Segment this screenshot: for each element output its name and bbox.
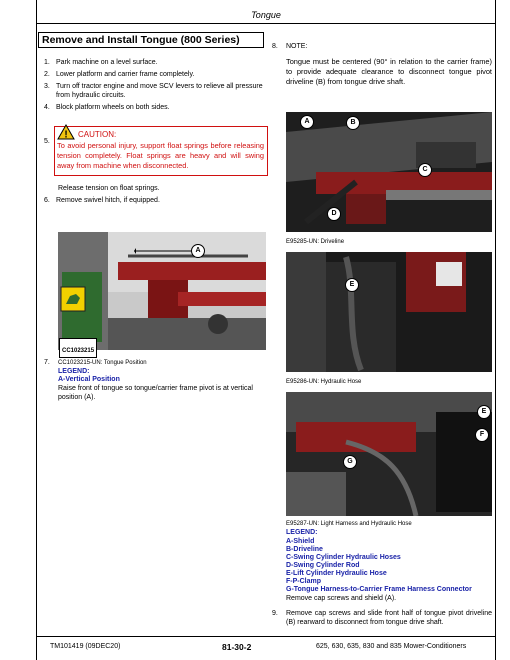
step-number: 9. [272,610,278,617]
page-header-title: Tongue [251,10,281,20]
step-text: Lower platform and carrier frame completely. [56,71,195,78]
caution-text: To avoid personal injury, support float springs before releasing tension completely. Float springs are heavy and will swing away from machine when disconnected. [57,141,264,170]
step-6 [44,196,264,205]
step-8-after-text: Remove cap screws and shield (A). [286,595,397,602]
driveline-photo-art [286,112,492,232]
step-5-text: Release tension on float springs. [58,185,160,192]
footer-doc-id: TM101419 (09DEC20) [50,643,121,650]
callout-f-figure4: F [475,428,489,442]
legend2-title: LEGEND: [286,529,318,536]
john-deere-logo [60,286,86,312]
step-number: 4. [44,104,50,111]
figure4-caption: E95287-UN: Light Harness and Hydraulic Hose [286,521,412,527]
step-text: Block platform wheels on both sides. [56,104,170,111]
figure3-caption: E95286-UN: Hydraulic Hose [286,379,362,385]
callout-e-figure3: E [345,278,359,292]
legend2-item-a: A-Shield [286,538,315,545]
callout-b-figure2: B [346,116,360,130]
footer-models: 625, 630, 635, 830 and 835 Mower-Conditioners [316,643,467,650]
legend2-item-c: C-Swing Cylinder Hydraulic Hoses [286,554,401,561]
warning-triangle-icon [57,124,75,140]
hydraulic-hose-photo [286,252,492,372]
callout-a-figure2: A [300,115,314,129]
callout-a-figure1: A [191,244,205,258]
step-number: 2. [44,71,50,78]
step-text: Remove swivel hitch, if equipped. [56,197,160,204]
step-8-note-label: NOTE: [286,43,308,50]
footer-rule [36,636,496,637]
step-7-text: Raise front of tongue so tongue/carrier frame pivot is at vertical position (A). [58,385,253,401]
legend2-item-f: F-P-Clamp [286,578,321,585]
section-heading-text: Remove and Install Tongue (800 Series) [42,34,240,46]
figure1-id: CC1023215 [62,348,95,354]
callout-a-arrow [134,248,194,262]
step-text: Park machine on a level surface. [56,59,158,66]
step-1 [44,58,264,67]
footer-page-number: 81-30-2 [222,642,252,652]
step-9 [272,609,492,627]
step-text: Turn off tractor engine and move SCV levers to relieve all pressure from hydraulic circuits. [56,83,263,99]
step-2 [44,70,264,79]
step-8-number: 8. [272,43,278,50]
figure1-caption: CC1023215-UN: Tongue Position [58,360,147,366]
legend2-item-b: B-Driveline [286,546,323,553]
step7-legend-item: A-Vertical Position [58,376,120,383]
caution-label: CAUTION: [78,130,117,139]
callout-e-figure4: E [477,405,491,419]
step-number: 6. [44,197,50,204]
callout-d-figure2: D [327,207,341,221]
step-number: 3. [44,83,50,90]
step-number: 1. [44,59,50,66]
callout-g-figure4: G [343,455,357,469]
figure2-caption: E95285-UN: Driveline [286,239,345,245]
figure1-id-box [59,338,97,358]
frame-left [36,0,37,660]
callout-c-figure2: C [418,163,432,177]
header-rule [36,23,496,24]
step7-legend-title: LEGEND: [58,368,90,375]
svg-text:!: ! [64,129,68,140]
hydraulic-hose-photo-art [286,252,492,372]
step-5-number: 5. [44,138,50,145]
step-4 [44,103,264,112]
frame-right [495,0,496,660]
legend2-item-d: D-Swing Cylinder Rod [286,562,360,569]
light-harness-photo [286,392,492,516]
legend2-item-e: E-Lift Cylinder Hydraulic Hose [286,570,387,577]
driveline-photo [286,112,492,232]
step-8-note-text: Tongue must be centered (90° in relation to the carrier frame) to provide adequate clearance to disconnect tongue pivot driveline (B) from tongue drive shaft. [286,57,492,86]
legend2-item-g: G-Tongue Harness-to-Carrier Frame Harness Connector [286,586,472,593]
step-3 [44,82,264,100]
section-heading [38,32,264,48]
step-7-number: 7. [44,359,50,366]
step-text: Remove cap screws and slide front half of tongue pivot driveline (B) rearward to disconnect from tongue drive shaft. [286,610,492,626]
light-harness-photo-art [286,392,492,516]
